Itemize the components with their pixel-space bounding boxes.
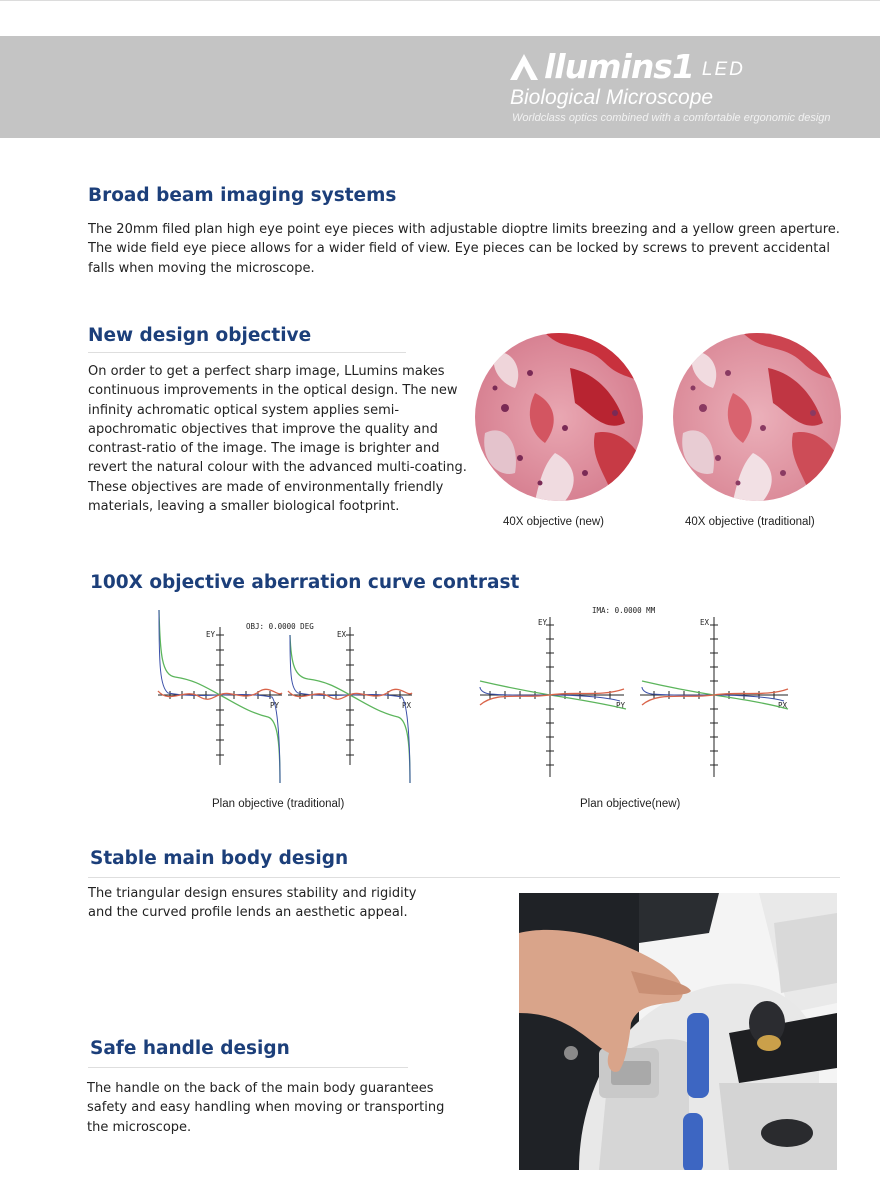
stable-text: The triangular design ensures stability and rigidity and the curved profile lends an aesthetic appeal.: [88, 886, 417, 921]
broad-beam-text: The 20mm filed plan high eye point eye pieces with adjustable dioptre limits breezing and a yellow green aperture. The wide field eye piece allows for a wider field of view. Eye pieces can be locked by screws to prevent accidental falls when moving the microscope.: [88, 222, 840, 276]
axis-label-py: PY: [270, 701, 280, 710]
brand-logo: [508, 46, 745, 86]
brand-mark-icon: [508, 52, 540, 82]
product-tagline: Worldclass optics combined with a comfortable ergonomic design: [512, 112, 831, 124]
section-divider: [88, 877, 840, 878]
axis-label-px: PX: [778, 701, 788, 710]
product-title: Biological Microscope: [510, 86, 714, 109]
section-title-broad-beam: Broad beam imaging systems: [88, 185, 397, 206]
plot-header: OBJ: 0.0000 DEG: [246, 622, 314, 631]
section-divider: [88, 1067, 408, 1068]
axis-label-ex: EX: [700, 618, 710, 627]
brand-suffix: LED: [701, 59, 745, 80]
handle-text: The handle on the back of the main body guarantees safety and easy handling when moving or transporting the microscope.: [87, 1081, 445, 1135]
section-title-objective: New design objective: [88, 325, 312, 346]
axis-label-py: PY: [616, 701, 626, 710]
aberration-plot-traditional: [150, 605, 420, 787]
axis-label-px: PX: [402, 701, 412, 710]
section-divider: [88, 352, 406, 353]
micrograph-new: [475, 333, 643, 501]
caption-plan-traditional: Plan objective (traditional): [212, 798, 345, 810]
plot-header: IMA: 0.0000 MM: [592, 606, 656, 615]
axis-label-ey: EY: [538, 618, 548, 627]
axis-label-ex: EX: [337, 630, 347, 639]
aberration-plot-new: [476, 605, 796, 785]
caption-objective-traditional: 40X objective (traditional): [685, 516, 815, 528]
caption-objective-new: 40X objective (new): [503, 516, 604, 528]
micrograph-traditional: [673, 333, 841, 501]
brand-name: llumins1: [544, 47, 694, 86]
axis-label-ey: EY: [206, 630, 216, 639]
caption-plan-new: Plan objective(new): [580, 798, 681, 810]
microscope-handle-photo: [519, 893, 837, 1170]
objective-text: On order to get a perfect sharp image, LLumins makes continuous improvements in the optical design. The new infinity achromatic optical system applies semi-apochromatic objectives that improve the quality and contrast-ratio of the image. The image is brighter and revert the natural colour with the advanced multi-coating. These objectives are made of environmentally friendly materials, leaving a smaller biological footprint.: [88, 364, 467, 515]
section-title-aberration: 100X objective aberration curve contrast: [90, 572, 520, 593]
section-title-handle: Safe handle design: [90, 1038, 290, 1059]
top-divider: [0, 0, 880, 1]
section-title-stable: Stable main body design: [90, 848, 349, 869]
